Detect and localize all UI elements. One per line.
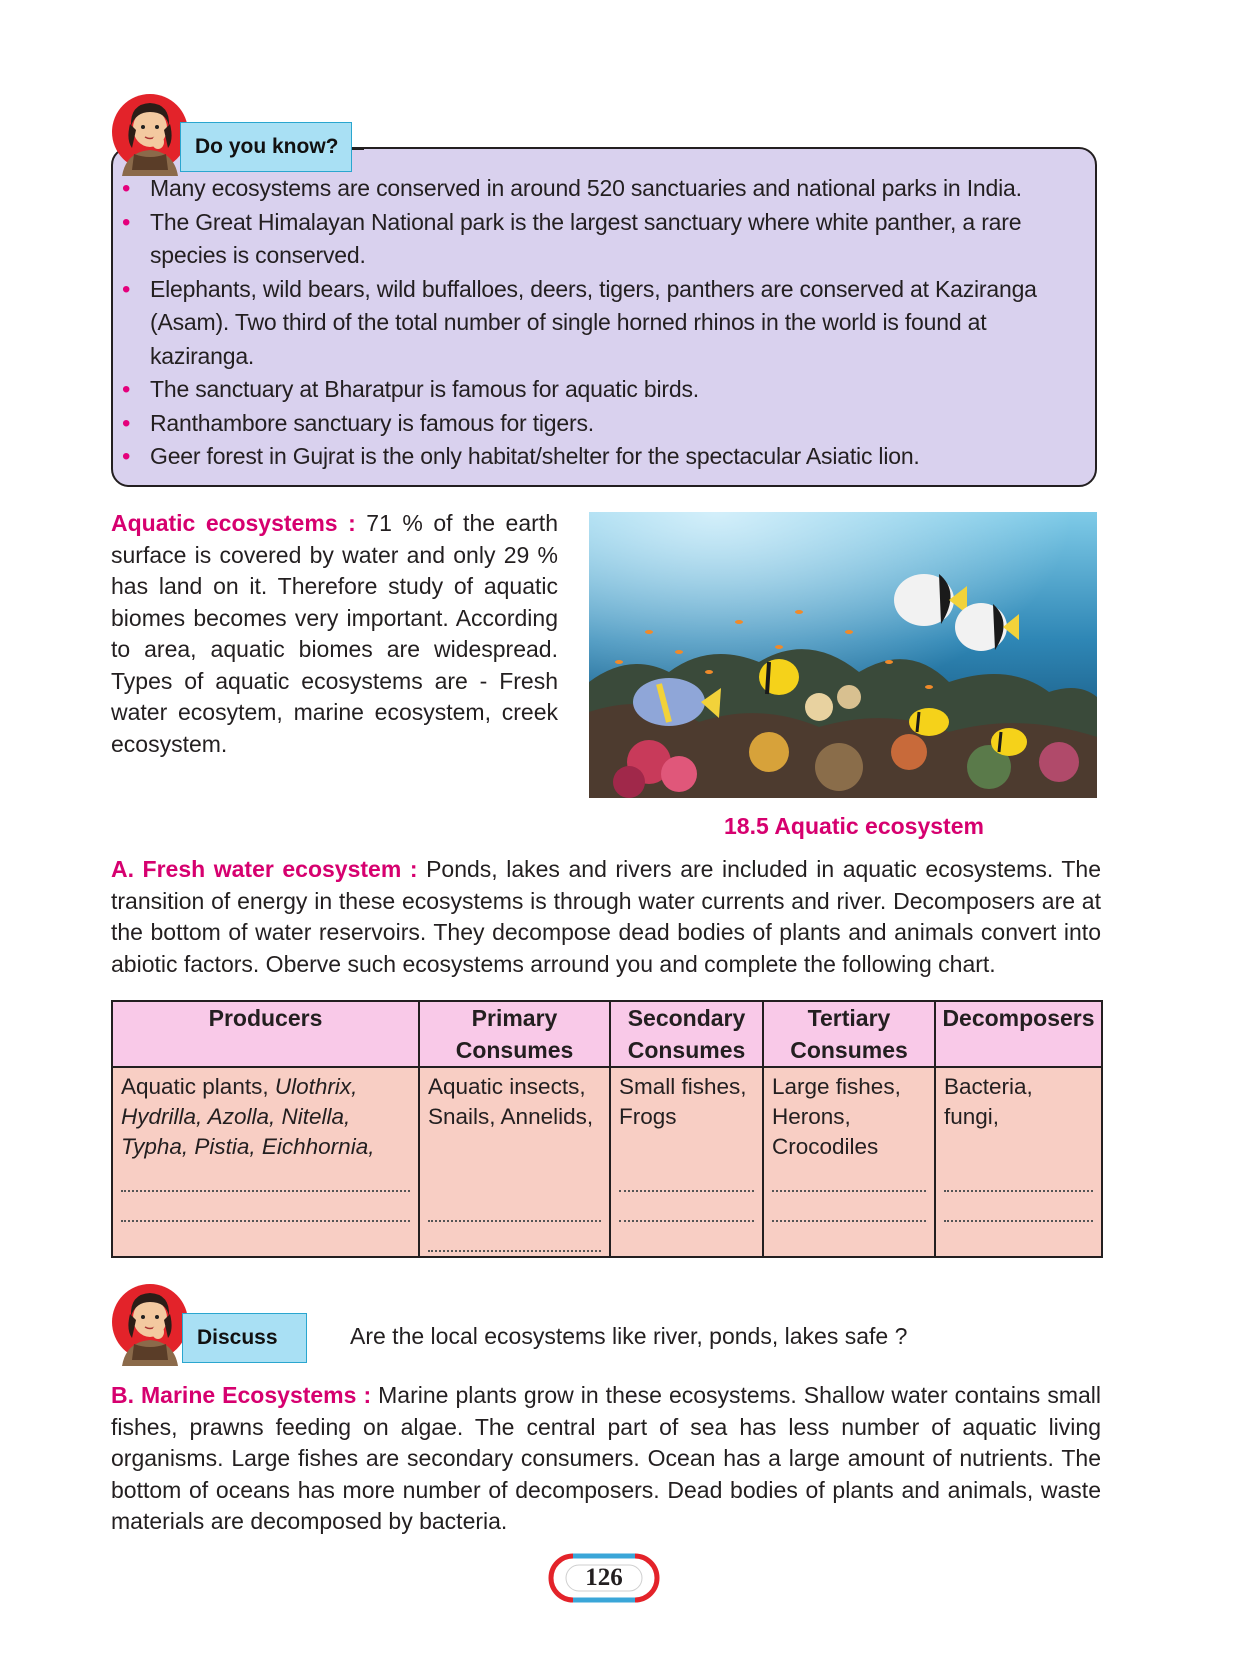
blank-line[interactable] xyxy=(944,1220,1093,1222)
girl-thinking-icon xyxy=(110,1280,190,1366)
page-number: 126 xyxy=(585,1564,623,1591)
blank-line[interactable] xyxy=(772,1220,926,1222)
blank-line[interactable] xyxy=(619,1220,754,1222)
cell-tertiary: Large fishes, Herons, Crocodiles xyxy=(763,1067,935,1257)
list-item: • Elephants, wild bears, wild buffalloes, deers, tigers, panthers are conserved at Kaziranga (Asam). Two third of the total number of single horned rhinos in the world is found at kaziranga. xyxy=(120,273,1080,374)
aquatic-text: 71 % of the earth surface is covered by water and only 29 % has land on it. Therefore study of aquatic biomes becomes very important. According to area, aquatic biomes are widespread. Types of aquatic ecosystems are - Fresh water ecosytem, marine ecosystem, creek ecosystem. xyxy=(111,510,558,757)
header-secondary: Secondary Consumes xyxy=(610,1001,763,1067)
header-decomposers: Decomposers xyxy=(935,1001,1102,1067)
bullet-icon: • xyxy=(122,208,131,236)
bullet-icon: • xyxy=(122,409,131,437)
list-item: • Many ecosystems are conserved in around 520 sanctuaries and national parks in India. xyxy=(120,172,1080,206)
discuss-label: Discuss xyxy=(182,1313,307,1363)
marine-paragraph xyxy=(111,1380,1101,1538)
header-tertiary: Tertiary Consumes xyxy=(763,1001,935,1067)
food-chain-chart xyxy=(111,1000,1103,1258)
blank-line[interactable] xyxy=(428,1220,601,1222)
do-you-know-list xyxy=(120,172,1080,474)
fresh-water-heading: A. Fresh water ecosystem : xyxy=(111,856,418,882)
aquatic-paragraph xyxy=(111,508,558,760)
cell-primary: Aquatic insects, Snails, Annelids, xyxy=(419,1067,610,1257)
list-item: • Ranthambore sanctuary is famous for tigers. xyxy=(120,407,1080,441)
list-item: • The sanctuary at Bharatpur is famous for aquatic birds. xyxy=(120,373,1080,407)
girl-thinking-icon xyxy=(110,90,190,176)
blank-line[interactable] xyxy=(619,1190,754,1192)
blank-line[interactable] xyxy=(944,1190,1093,1192)
bullet-icon: • xyxy=(122,175,131,202)
blank-line[interactable] xyxy=(121,1190,410,1192)
header-primary: Primary Consumes xyxy=(419,1001,610,1067)
aquatic-ecosystem-image xyxy=(589,512,1097,798)
list-item: • The Great Himalayan National park is the largest sanctuary where white panther, a rare species is conserved. xyxy=(120,206,1080,273)
marine-heading: B. Marine Ecosystems : xyxy=(111,1382,372,1408)
bullet-icon: • xyxy=(122,376,131,403)
header-producers: Producers xyxy=(112,1001,419,1067)
list-item: • Geer forest in Gujrat is the only habitat/shelter for the spectacular Asiatic lion. xyxy=(120,440,1080,474)
blank-line[interactable] xyxy=(121,1220,410,1222)
table-header-row xyxy=(112,1001,1102,1067)
table-row xyxy=(112,1067,1102,1257)
blank-line[interactable] xyxy=(772,1190,926,1192)
cell-decomposers: Bacteria, fungi, xyxy=(935,1067,1102,1257)
fresh-water-paragraph xyxy=(111,854,1101,980)
bullet-icon: • xyxy=(122,443,131,470)
cell-secondary: Small fishes, Frogs xyxy=(610,1067,763,1257)
blank-line[interactable] xyxy=(428,1250,601,1252)
discuss-question: Are the local ecosystems like river, ponds, lakes safe ? xyxy=(350,1323,908,1349)
figure-caption: 18.5 Aquatic ecosystem xyxy=(724,813,984,839)
bullet-icon: • xyxy=(122,275,131,303)
marine-text: Marine plants grow in these ecosystems. Shallow water contains small fishes, prawns feeding on algae. The central part of sea has less number of aquatic living organisms. Large fishes are secondary consumers. Ocean has a large amount of nutrients. The bottom of oceans has more number of decomposers. Dead bodies of plants and animals, waste materials are decomposed by bacteria. xyxy=(111,1382,1101,1534)
cell-producers: Aquatic plants, Ulothrix, Hydrilla, Azolla, Nitella, Typha, Pistia, Eichhornia, xyxy=(112,1067,419,1257)
fresh-water-text: Ponds, lakes and rivers are included in aquatic ecosystems. The transition of energy in these ecosystems is through water currents and river. Decomposers are at the bottom of water reservoirs. They decompose dead bodies of plants and animals convert into abiotic factors. Oberve such ecosystems arround you and complete the following chart. xyxy=(111,856,1102,977)
do-you-know-label: Do you know? xyxy=(180,122,352,172)
aquatic-heading: Aquatic ecosystems : xyxy=(111,510,356,536)
tab-connector-line xyxy=(352,147,364,150)
